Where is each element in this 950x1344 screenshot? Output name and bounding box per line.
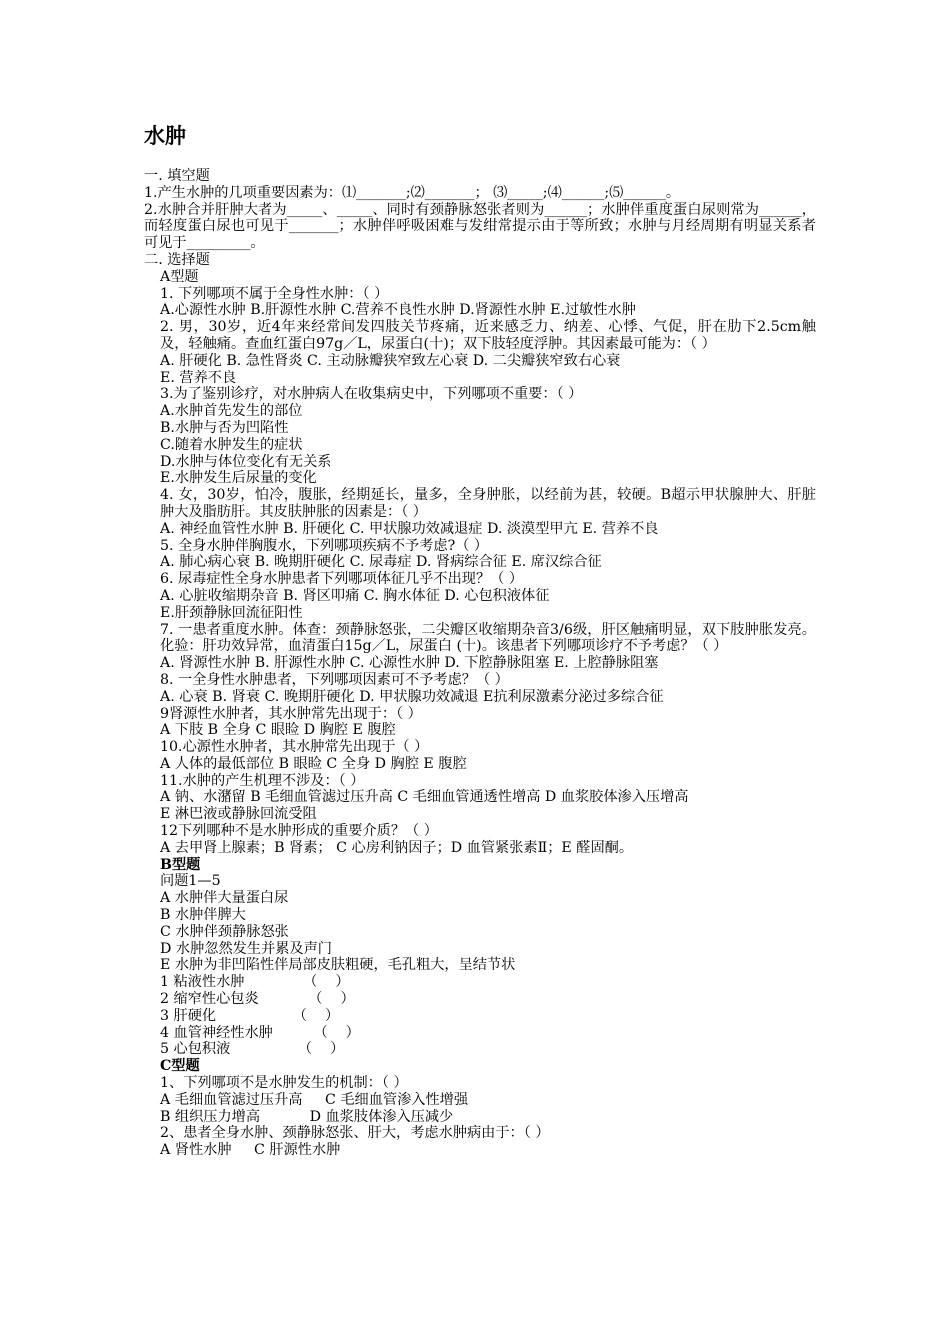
question-text: 8. 一全身性水肿患者，下列哪项因素可不予考虑？（ ） [160,671,509,688]
question-text: 3.为了鉴别诊疗，对水肿病人在收集病史中，下列哪项不重要：（ ） [160,386,583,403]
answer-options: A 肾性水肿 C 肝源性水肿 [160,1142,341,1159]
question-text: 2. 男，30岁，近4年来经常间发四肢关节疼痛，近来感乏力、纳差、心悸、气促，肝在肋下2.5cm触及，轻触痛。查血红蛋白97g／L，尿蛋白(十)；双下肢轻度浮肿。其因素最可能为：（ ） [160,319,816,352]
answer-option: A.水肿首先发生的部位 [160,403,303,420]
answer-options: E.肝颈静脉回流征阳性 [160,604,303,621]
question-text: 7. 一患者重度水肿。体查：颈静脉怒张，二尖瓣区收缩期杂音3/6级，肝区触痛明显，双下肢肿胀发亮。化验：肝功效异常，血清蛋白15g／L，尿蛋白 (十)。该患者下列哪项诊疗不予考虑？（ ） [160,621,816,655]
answer-options: A 毛细血管滤过压升高 C 毛细血管渗入性增强 [160,1091,469,1108]
answer-options: A 人体的最低部位 B 眼睑 C 全身 D 胸腔 E 腹腔 [160,755,467,772]
fill-in-question-1: 1.产生水肿的几项重要因素为：⑴_______;⑵_______； ⑶_____;⑷______;⑸______。 [144,184,681,201]
question-text: 4. 女，30岁，怕冷，腹胀，经期延长，量多，全身肿胀，以经前为甚，较硬。B超示甲状腺肿大、肝脏肿大及脂肪肝。其皮肤肿胀的因素是：（ ） [160,487,816,520]
document-body [144,168,816,1159]
answer-options: A. 肝硬化 B. 急性肾炎 C. 主动脉瓣狭窄致左心衰 D. 二尖瓣狭窄致右心衰 [160,352,621,369]
answer-options: B 组织压力增高 D 血浆肢体渗入压减少 [160,1108,454,1125]
subsection-heading-a-type: A型题 [160,268,199,285]
question-text: 1、下列哪项不是水肿发生的机制：（ ） [160,1075,408,1092]
question-text: 11.水肿的产生机理不涉及：（ ） [160,772,365,789]
question-text: 10.心源性水肿者，其水肿常先出现于（ ） [160,739,429,756]
matching-item: 3 肝硬化 （ ） [160,1007,340,1024]
question-text: 2、患者全身水肿、颈静脉怒张、肝大，考虑水肿病由于：（ ） [160,1125,550,1142]
answer-options: A.心源性水肿 B.肝源性水肿 C.营养不良性水肿 D.肾源性水肿 E.过敏性水肿 [160,302,636,319]
answer-options: A. 心脏收缩期杂音 B. 肾区叩痛 C. 胸水体征 D. 心包积液体征 [160,587,550,604]
answer-options: E. 营养不良 [160,369,237,386]
answer-option: C.随着水肿发生的症状 [160,436,303,453]
answer-option: C 水肿伴颈静脉怒张 [160,923,289,940]
answer-options: A 下肢 B 全身 C 眼睑 D 胸腔 E 腹腔 [160,722,396,739]
answer-options: E 淋巴液或静脉回流受阻 [160,806,317,823]
question-text: 1. 下列哪项不属于全身性水肿：（ ） [160,285,389,302]
matching-item: 4 血管神经性水肿 （ ） [160,1024,360,1041]
question-text: 5. 全身水肿伴胸腹水，下列哪项疾病不予考虑?（ ） [160,537,489,554]
subsection-heading-c-type: C型题 [160,1058,200,1075]
matching-item: 2 缩窄性心包炎 （ ） [160,991,355,1008]
answer-option: D.水肿与体位变化有无关系 [160,453,332,470]
question-text: 6. 尿毒症性全身水肿患者下列哪项体征几乎不出现？（ ） [160,571,524,588]
document-title: 水肿 [144,124,186,148]
answer-options: A. 神经血管性水肿 B. 肝硬化 C. 甲状腺功效减退症 D. 淡漠型甲亢 E. 营养不良 [160,520,659,537]
answer-option: E 水肿为非凹陷性伴局部皮肤粗硬，毛孔粗大，呈结节状 [160,957,516,974]
matching-item: 5 心包积液 （ ） [160,1041,345,1058]
answer-option: B.水肿与否为凹陷性 [160,419,289,436]
question-group-label: 问题1—5 [160,873,221,890]
answer-option: D 水肿忽然发生并累及声门 [160,940,332,957]
answer-options: A. 肺心病心衰 B. 晚期肝硬化 C. 尿毒症 D. 肾病综合征 E. 席汉综合征 [160,554,602,571]
matching-item: 1 粘液性水肿 （ ） [160,974,350,991]
answer-option: B 水肿伴脾大 [160,907,246,924]
question-text: 12下列哪种不是水肿形成的重要介质？（ ） [160,823,438,840]
answer-options: A 钠、水潴留 B 毛细血管滤过压升高 C 毛细血管通透性增高 D 血浆胶体渗入压增高 [160,789,689,806]
fill-in-question-2: 2.水肿合并肝肿大者为_____、_____、同时有颈静脉怒张者则为______；水肿伴重度蛋白尿则常为______，而轻度蛋白尿也可见于_______；水肿伴呼吸困难与发绀常提示由于等所致；水肿与月经周期有明显关系者可见于_________。 [144,201,816,252]
answer-option: E.水肿发生后尿量的变化 [160,470,317,487]
subsection-heading-b-type: B型题 [160,856,201,873]
section-heading-choice: 二. 选择题 [144,251,210,268]
answer-options: A. 肾源性水肿 B. 肝源性水肿 C. 心源性水肿 D. 下腔静脉阻塞 E. 上腔静脉阻塞 [160,655,659,672]
answer-options: A. 心衰 B. 肾衰 C. 晚期肝硬化 D. 甲状腺功效减退 E抗利尿激素分泌过多综合征 [160,688,664,705]
answer-option: A 水肿伴大量蛋白尿 [160,890,289,907]
question-text: 9肾源性水肿者，其水肿常先出现于：（ ） [160,705,422,722]
section-heading-fill-in: 一. 填空题 [144,168,210,184]
answer-options: A 去甲肾上腺素；B 肾素； C 心房利钠因子；D 血管紧张素Ⅱ；E 醛固酮。 [160,839,634,856]
